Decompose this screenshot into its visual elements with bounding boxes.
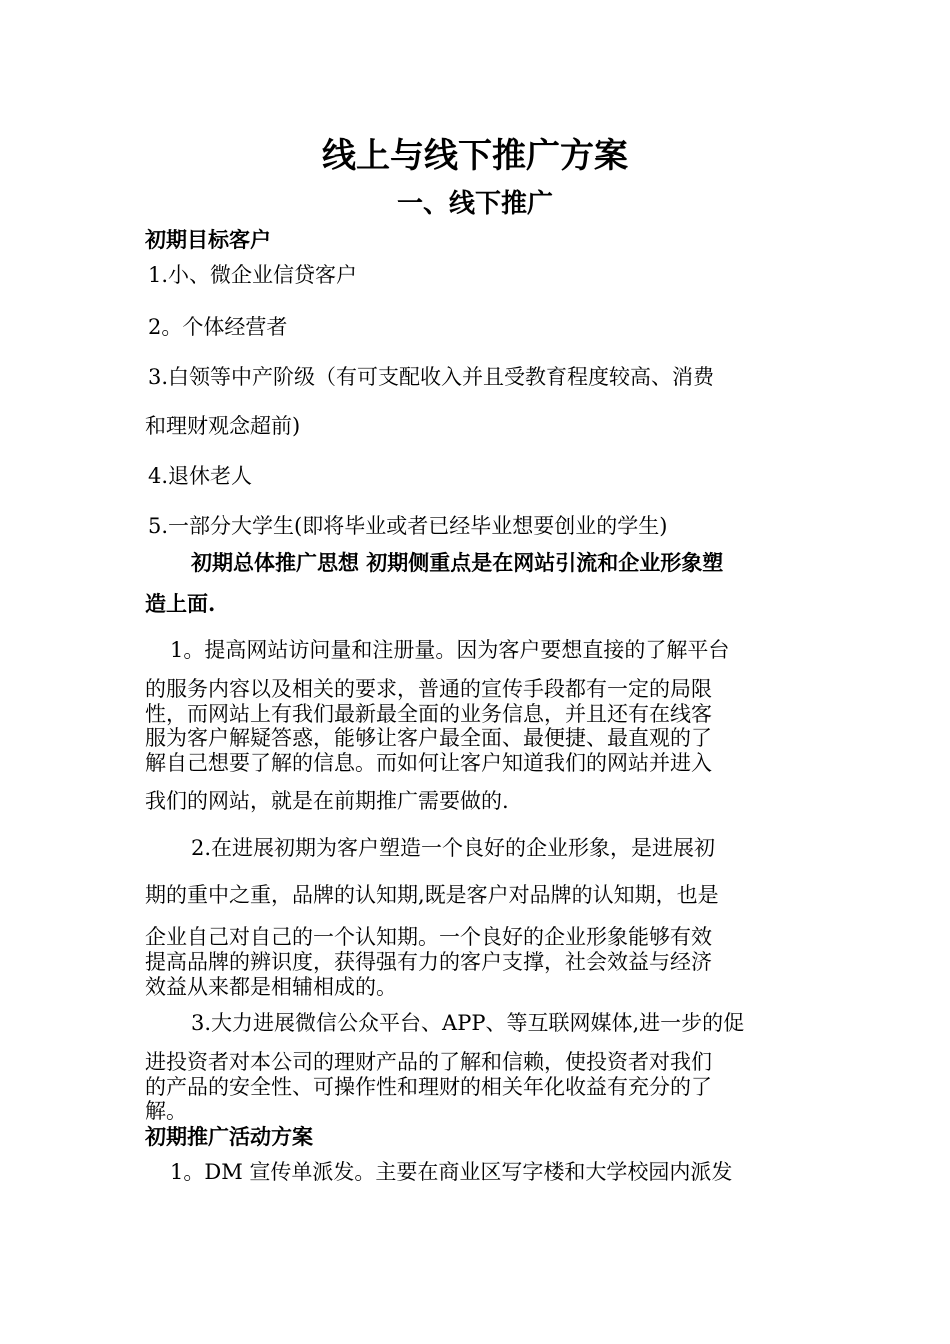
point3-line2: 进投资者对本公司的理财产品的了解和信赖，使投资者对我们 [145, 1050, 712, 1074]
point3-line4: 解。 [145, 1099, 187, 1123]
promotion-idea-heading-cont: 造上面. [145, 591, 216, 616]
point2-line5: 效益从来都是相辅相成的。 [145, 975, 397, 999]
target-item-2: 2。个体经营者 [148, 315, 288, 339]
point1-line2: 的服务内容以及相关的要求，普通的宣传手段都有一定的局限 [145, 677, 712, 701]
section-heading-offline: 一、线下推广 [396, 189, 553, 219]
activity-item-1: 1。DM 宣传单派发。主要在商业区写字楼和大学校园内派发 [170, 1160, 733, 1184]
point3-line1: 3.大力进展微信公众平台、APP、等互联网媒体,进一步的促 [191, 1011, 745, 1035]
point1-line3: 性，而网站上有我们最新最全面的业务信息，并且还有在线客 [145, 702, 712, 726]
target-item-3-cont: 和理财观念超前) [145, 414, 301, 438]
point1-line5: 解自己想要了解的信息。而如何让客户知道我们的网站并进入 [145, 751, 712, 775]
target-item-5: 5.一部分大学生(即将毕业或者已经毕业想要创业的学生) [148, 514, 668, 538]
point2-line2: 期的重中之重，品牌的认知期,既是客户对品牌的认知期，也是 [145, 883, 719, 907]
document-title: 线上与线下推广方案 [322, 136, 628, 176]
target-item-1: 1.小、微企业信贷客户 [148, 263, 358, 287]
target-item-4: 4.退休老人 [148, 464, 253, 488]
point1-line4: 服为客户解疑答惑，能够让客户最全面、最便捷、最直观的了 [145, 726, 712, 750]
promotion-idea-heading: 初期总体推广思想 初期侧重点是在网站引流和企业形象塑 [191, 550, 724, 575]
point1-line6: 我们的网站，就是在前期推广需要做的. [145, 789, 509, 813]
target-customers-heading: 初期目标客户 [145, 227, 271, 252]
point1-line1: 1。提高网站访问量和注册量。因为客户要想直接的了解平台 [170, 638, 730, 662]
point2-line1: 2.在进展初期为客户塑造一个良好的企业形象，是进展初 [191, 836, 716, 860]
activity-plan-heading: 初期推广活动方案 [145, 1124, 313, 1149]
point2-line3: 企业自己对自己的一个认知期。一个良好的企业形象能够有效 [145, 925, 712, 949]
point3-line3: 的产品的安全性、可操作性和理财的相关年化收益有充分的了 [145, 1075, 712, 1099]
point2-line4: 提高品牌的辨识度，获得强有力的客户支撑，社会效益与经济 [145, 950, 712, 974]
target-item-3: 3.白领等中产阶级（有可支配收入并且受教育程度较高、消费 [148, 365, 715, 389]
